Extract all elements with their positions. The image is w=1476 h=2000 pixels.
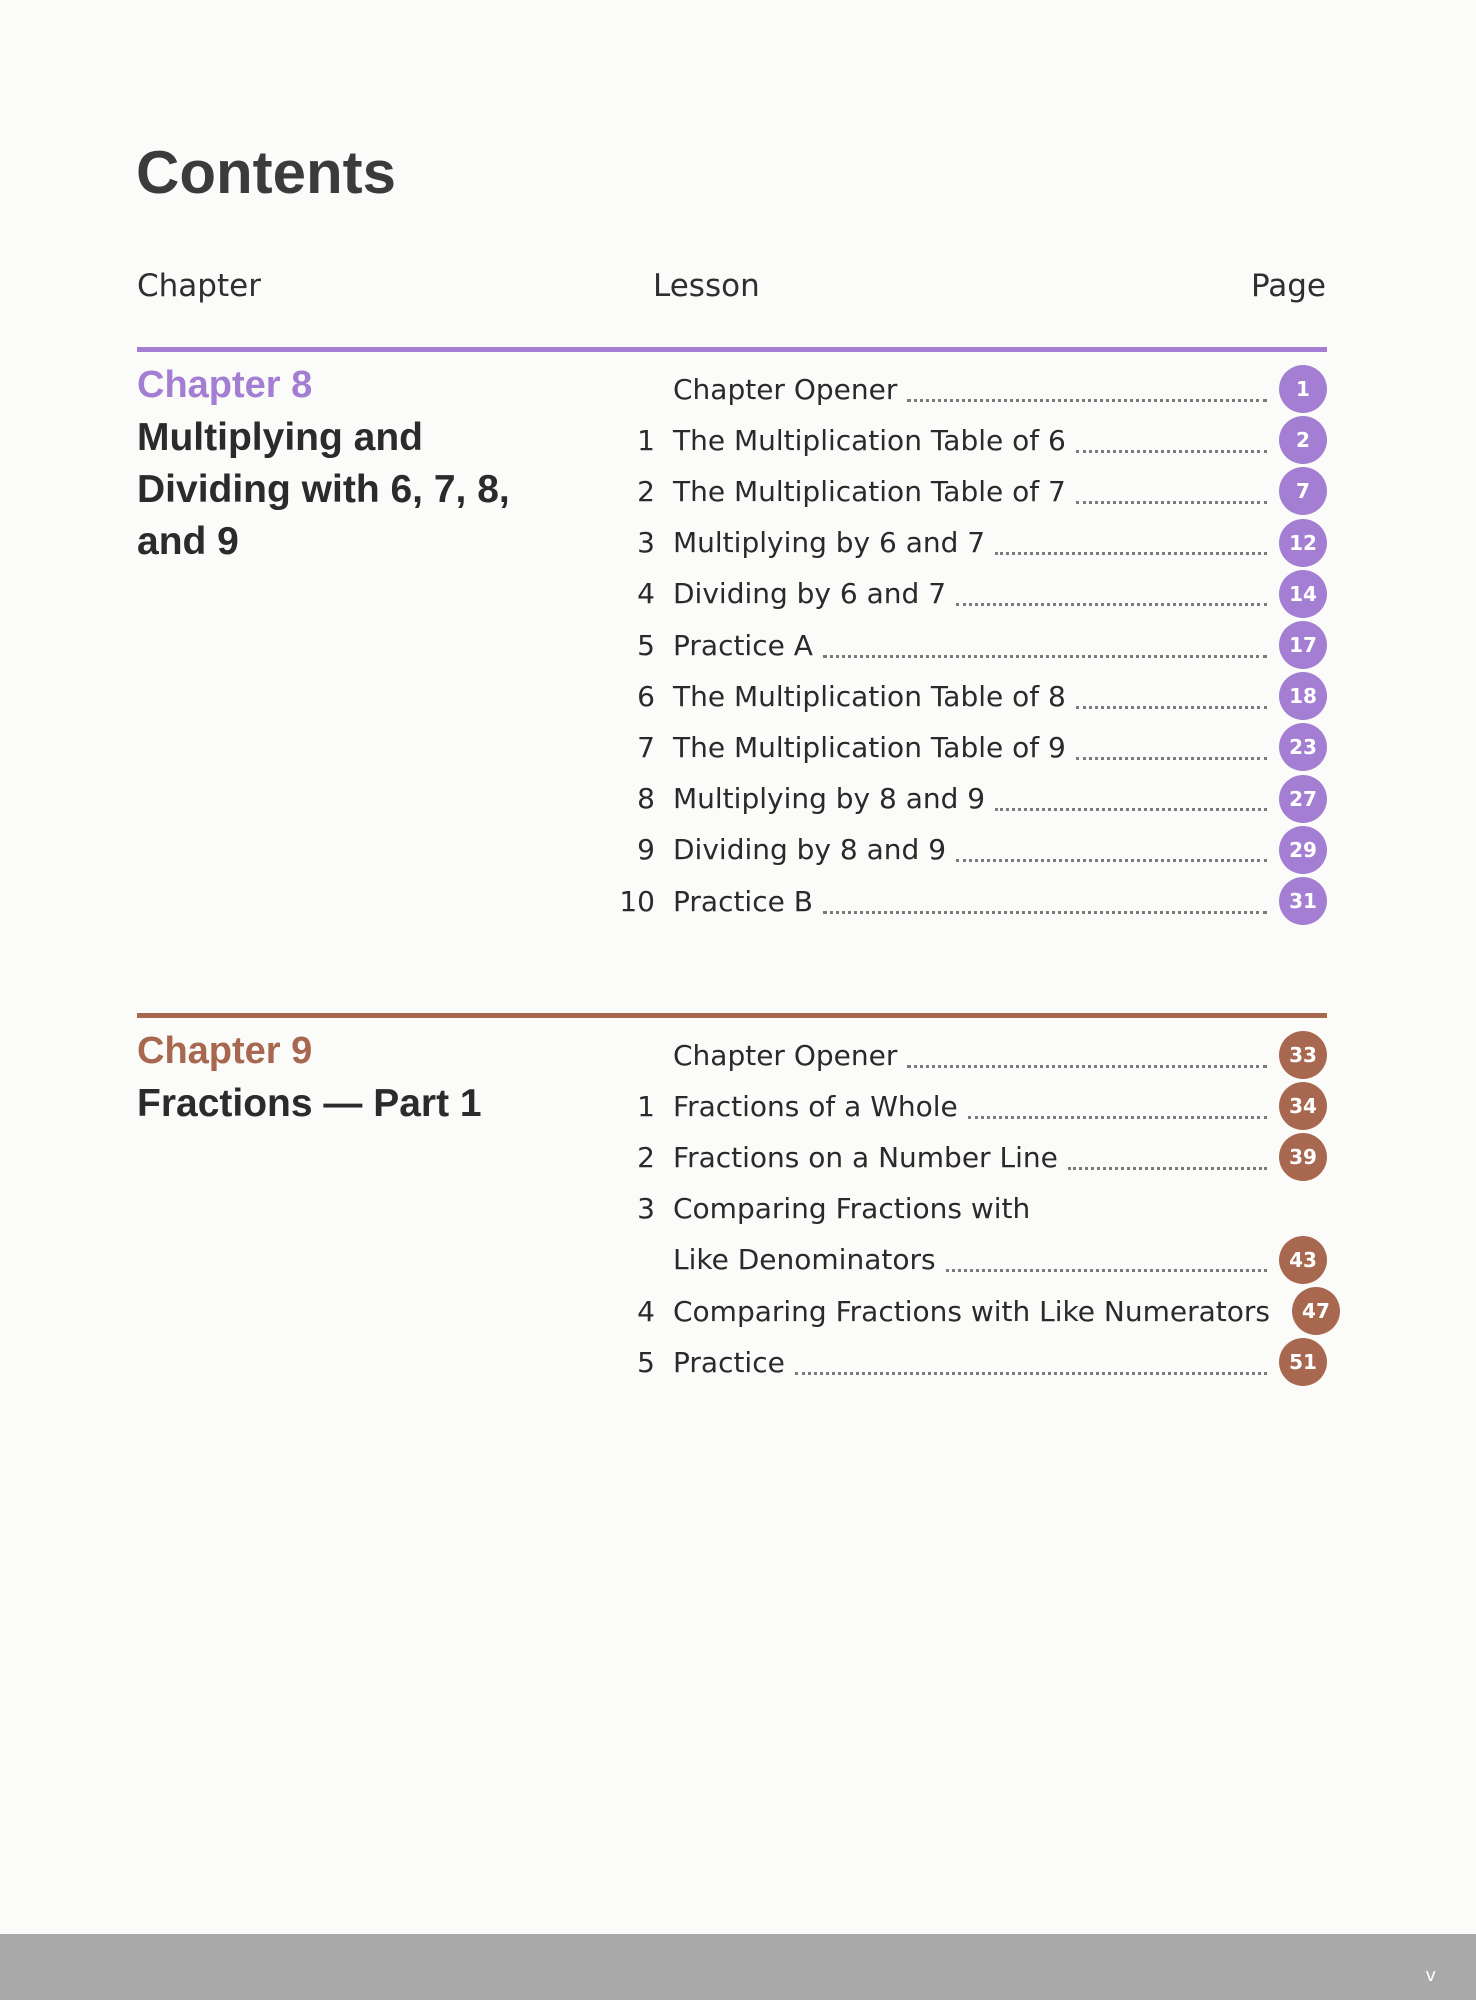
toc-row[interactable] [595,1286,1330,1336]
dot-leader [907,1051,1267,1068]
chapter-8-number: Chapter 8 [137,364,313,406]
column-header-lesson: Lesson [653,268,760,304]
toc-row[interactable] [595,415,1327,465]
lesson-title: Practice [673,1345,785,1379]
page-badge: 31 [1279,877,1327,925]
lesson-title: Dividing by 6 and 7 [673,577,947,611]
lesson-title: Dividing by 8 and 9 [673,833,947,867]
lesson-number: 9 [637,833,655,867]
toc-row[interactable] [595,774,1327,824]
page-badge: 12 [1279,519,1327,567]
page-badge: 17 [1279,621,1327,669]
dot-leader [823,641,1267,658]
page-title: Contents [136,139,396,206]
lesson-title: Chapter Opener [673,1038,898,1072]
dot-leader [1076,487,1267,504]
toc-row[interactable] [595,466,1327,516]
lesson-title: Fractions of a Whole [673,1089,958,1123]
chapter-8-title: Multiplying and Dividing with 6, 7, 8, and 9 [137,416,510,563]
page-badge: 7 [1279,467,1327,515]
toc-row[interactable] [595,876,1327,926]
dot-leader [1076,743,1267,760]
lesson-title: Comparing Fractions with [673,1192,1031,1226]
lesson-title: Multiplying by 6 and 7 [673,526,986,560]
lesson-number: 1 [637,423,655,457]
dot-leader [956,845,1267,862]
page-badge: 34 [1279,1082,1327,1130]
lesson-title: Chapter Opener [673,372,898,406]
dot-leader [995,538,1267,555]
lesson-title: The Multiplication Table of 9 [673,730,1066,764]
lesson-number: 4 [637,1294,655,1328]
page-badge: 23 [1279,723,1327,771]
page-badge: 2 [1279,416,1327,464]
toc-row[interactable] [595,1081,1327,1131]
dot-leader [1068,1153,1267,1170]
chapter-9-divider [137,1013,1327,1018]
page-badge: 29 [1279,826,1327,874]
lesson-title: The Multiplication Table of 7 [673,474,1066,508]
lesson-number: 10 [619,884,655,918]
lesson-title: Multiplying by 8 and 9 [673,782,986,816]
dot-leader [995,794,1267,811]
lesson-number: 4 [637,577,655,611]
toc-row[interactable] [595,1184,1327,1234]
page-badge: 39 [1279,1133,1327,1181]
dot-leader [946,1255,1267,1272]
lesson-title: Practice B [673,884,813,918]
lesson-number: 3 [637,526,655,560]
dot-leader [907,385,1267,402]
page-badge: 47 [1292,1287,1340,1335]
lesson-number: 1 [637,1089,655,1123]
toc-row[interactable] [595,1235,1327,1285]
dot-leader [823,897,1267,914]
lesson-number: 6 [637,679,655,713]
page-badge: 33 [1279,1031,1327,1079]
lesson-title: Like Denominators [673,1243,936,1277]
page-number: v [1425,1965,1436,1986]
toc-row[interactable] [595,364,1327,414]
dot-leader [956,589,1267,606]
dot-leader [968,1102,1267,1119]
toc-row[interactable] [595,722,1327,772]
page-badge: 51 [1279,1338,1327,1386]
lesson-number: 2 [637,1140,655,1174]
column-header-chapter: Chapter [137,268,261,304]
lesson-number: 5 [637,1345,655,1379]
footer-bar [0,1934,1476,2000]
page-badge: 27 [1279,775,1327,823]
lesson-title: The Multiplication Table of 6 [673,423,1066,457]
toc-row[interactable] [595,620,1327,670]
dot-leader [1076,692,1267,709]
toc-row[interactable] [595,825,1327,875]
toc-row[interactable] [595,671,1327,721]
lesson-number: 2 [637,474,655,508]
lesson-title: Comparing Fractions with Like Numerators [673,1294,1270,1328]
lesson-number: 8 [637,782,655,816]
page-badge: 1 [1279,365,1327,413]
page-badge: 18 [1279,672,1327,720]
toc-row[interactable] [595,518,1327,568]
lesson-title: Practice A [673,628,813,662]
chapter-9-title: Fractions — Part 1 [137,1082,482,1125]
dot-leader [795,1358,1267,1375]
page-badge: 43 [1279,1236,1327,1284]
chapter-9-number: Chapter 9 [137,1030,313,1072]
lesson-number: 7 [637,730,655,764]
toc-row[interactable] [595,1337,1327,1387]
column-header-page: Page [1250,268,1326,304]
chapter-8-divider [137,347,1327,352]
toc-row[interactable] [595,1132,1327,1182]
lesson-number: 3 [637,1192,655,1226]
lesson-number: 5 [637,628,655,662]
dot-leader [1076,436,1267,453]
lesson-title: The Multiplication Table of 8 [673,679,1066,713]
toc-row[interactable] [595,1030,1327,1080]
page-badge: 14 [1279,570,1327,618]
toc-row[interactable] [595,569,1327,619]
lesson-title: Fractions on a Number Line [673,1140,1058,1174]
